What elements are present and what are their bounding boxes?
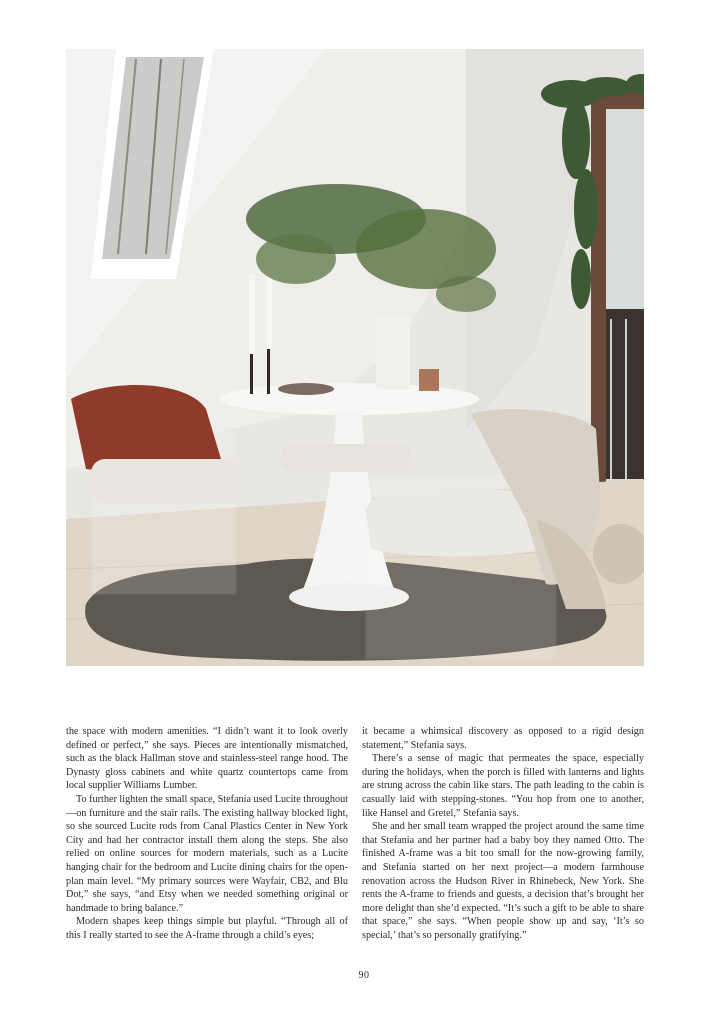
glass-door xyxy=(591,89,644,529)
article-column-left xyxy=(66,725,348,943)
paragraph: Modern shapes keep things simple but playful. “Through all of this I really started to see the A-frame through a child’s eyes; xyxy=(66,916,348,941)
paragraph: it became a whimsical discovery as opposed to a rigid design statement,” Stefania says. xyxy=(362,726,644,751)
lucite-chair-back xyxy=(281,444,411,472)
dining-nook-illustration xyxy=(66,49,644,666)
paragraph: the space with modern amenities. “I didn’t want it to look overly defined or perfect,” she says. Pieces are intentionally mismatched, such as the black Hallman stove and stainless-steel range hood. The Dynasty gloss cabinets and white quartz countertops came from local supplier Williams Lumber. xyxy=(66,726,348,792)
page-number: 90 xyxy=(358,970,370,981)
paragraph: She and her small team wrapped the project around the same time that Stefania and her partner had a baby boy they named Otto. The finished A-frame was a bit too small for the now-growing family, and Stefania started on her next project—a modern farmhouse renovation across the Hudson River in Rhinebeck, New York. She rents the A-frame to friends and guests, a decision that’s brought her more delight than she’d expected. “It’s such a gift to be able to share that space,” she says. “When people show up and say, ‘It’s so special,’ that’s so personally gratifying.” xyxy=(362,821,644,941)
paragraph: To further lighten the small space, Stefania used Lucite throughout—on furniture and the stair rails. The existing hallway blocked light, so she sourced Lucite rods from Canal Plastics Center in New York City and had her contractor install them along the steps. She also relied on online sources for modern materials, such as a Lucite hanging chair for the bedroom and Lucite dining chairs for the open-plan main level. “My primary sources were Wayfair, CB2, and Blu Dot,” she says, “and Etsy when we needed something original or handmade to bring balance.” xyxy=(66,793,349,914)
paragraph: There’s a sense of magic that permeates the space, especially during the holidays, when the porch is filled with lanterns and lights are strung across the cabin like stars. The path leading to the cabin is casually laid with stepping-stones. “You hop from one to another, like Hansel and Gretel,” Stefania says. xyxy=(362,753,644,819)
article-column-right xyxy=(362,725,644,943)
interior-photo xyxy=(66,49,644,666)
